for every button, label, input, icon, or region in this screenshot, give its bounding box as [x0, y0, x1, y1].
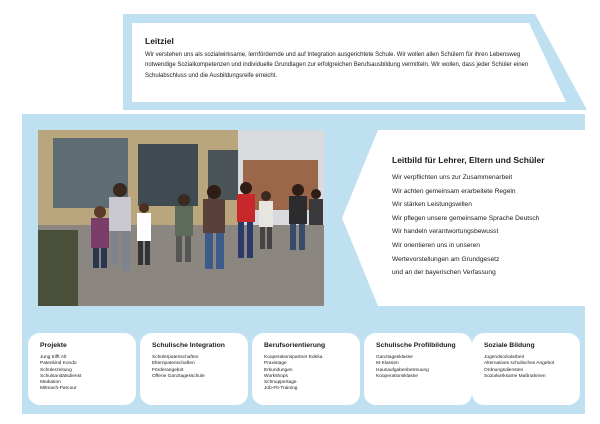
card-title: Schulische Integration — [152, 342, 225, 349]
card-item: M-Klassen — [376, 361, 399, 367]
card-item: Mitmach-Parcour — [40, 386, 77, 392]
leitbild-item: Wir pflegen unsere gemeinsame Sprache Deutsch — [392, 214, 540, 222]
card-items — [376, 355, 429, 380]
leitziel-title: Leitziel — [145, 36, 174, 46]
card-item: Schulsanitätsdienst — [40, 373, 82, 379]
leitbild-item: Wir verpflichten uns zur Zusammenarbeit — [392, 174, 513, 181]
card-item: Schülerpatenschaften — [152, 355, 199, 360]
card-berufsorientierung — [252, 333, 360, 405]
leitbild-item: und an der bayerischen Verfassung — [392, 269, 496, 277]
card-schulische-integration — [140, 333, 248, 405]
card-item: Job-Fit-Training — [264, 386, 298, 392]
card-item: Schnuppertage — [264, 380, 297, 386]
card-item: Schülerzeitung — [40, 367, 72, 373]
card-item: Mediation — [40, 380, 61, 386]
card-item: Offene Ganztagesschule — [152, 373, 205, 379]
card-item: Jung trifft Alt — [40, 355, 67, 360]
leitziel-text: Wir verstehen uns als sozialwirksame, lernfördernde und auf Integration ausgerichtete Schule. Wir wollen allen Schülern für ihren Lebensweg notwendige Sozialkompetenzen und individuelle Grundlagen zur erfolgreichen Berufsausbildung vermitteln. Wir wollen, dass jeder Schüler einen Schulabschluss und die Ausbildungsreife erreicht. — [145, 52, 529, 79]
card-item: Patenkind Kondo — [40, 361, 77, 367]
card-title: Berufsorientierung — [264, 342, 326, 349]
leitbild-title: Leitbild für Lehrer, Eltern und Schüler — [392, 155, 545, 165]
card-item: Alternatives schulisches Angebot — [484, 361, 555, 367]
leitbild-item: Wir orientieren uns in unseren — [392, 241, 480, 249]
card-items — [40, 355, 81, 393]
card-item: Kooperationspartner Edeka — [264, 355, 323, 360]
leitbild-item: Wir handeln verantwortungsbewusst — [392, 228, 499, 236]
card-item: Sozialwirksame Maßnahmen — [484, 373, 546, 379]
card-title: Soziale Bildung — [484, 342, 535, 349]
card-title: Schulische Profilbildung — [376, 342, 456, 349]
leitbild-item: Wir stärken Leistungswillen — [392, 201, 472, 209]
card-item: Hausaufgabenbetreuung — [376, 367, 429, 373]
card-title: Projekte — [40, 342, 67, 349]
card-item: Förderangebot — [152, 367, 184, 373]
card-item: Workshops — [264, 373, 288, 379]
card-item: Praxistage — [264, 361, 287, 367]
card-soziale-bildung — [472, 333, 580, 405]
card-projekte — [28, 333, 136, 405]
leitbild-item: Wertevorstellungen am Grundgesetz — [392, 255, 500, 263]
card-items — [264, 355, 322, 393]
card-item: Jugendsozialarbeit — [484, 355, 525, 360]
leitbild-list — [392, 171, 539, 280]
leitbild-item: Wir achten gemeinsam erarbeitete Regeln — [392, 187, 516, 195]
card-item: Erkundungen — [264, 367, 293, 373]
card-item: Ganztagesklasse — [376, 355, 413, 360]
card-item: Ordnungsdiensten — [484, 367, 524, 373]
card-items — [152, 355, 205, 380]
students-running-photo — [38, 130, 324, 306]
card-item: Kooperationsklasse — [376, 373, 418, 379]
card-item: Elternpatenschaften — [152, 361, 195, 367]
card-items — [484, 355, 554, 380]
card-schulische-profilbildung — [364, 333, 472, 405]
